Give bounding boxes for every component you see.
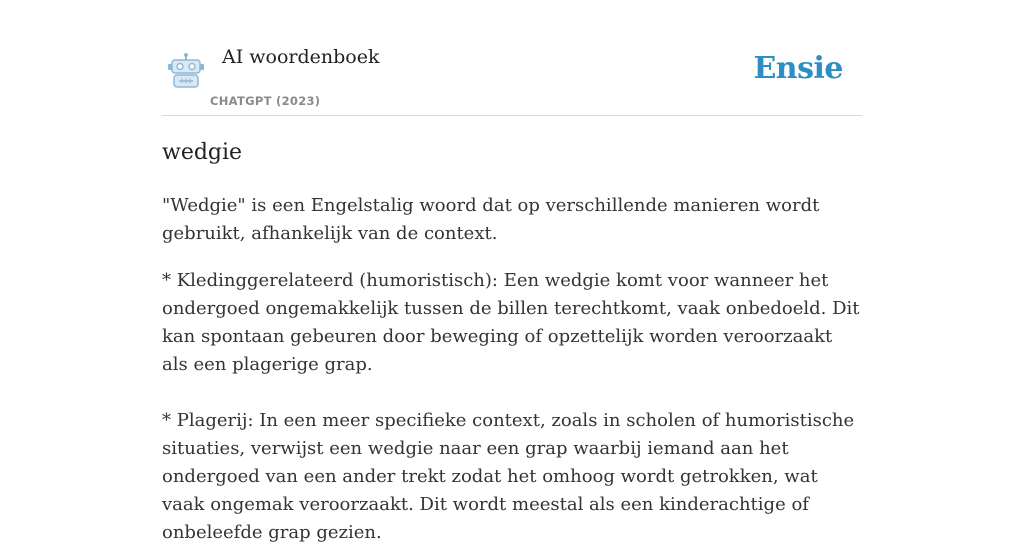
definition-paragraph: * Plagerij: In een meer specifieke context, zoals in scholen of humoristische situaties, verwijst een wedgie naar een grap waarbij iemand aan het ondergoed van een ander trekt zodat het omhoog wordt getrokken, wat vaak ongemak veroorzaakt. Dit wordt meestal als een kinderachtige of onbeleefde grap gezien. — [162, 410, 855, 543]
header — [162, 0, 862, 116]
dictionary-title[interactable]: AI woordenboek — [222, 46, 380, 68]
robot-icon — [166, 52, 206, 90]
entry-definition — [162, 192, 862, 547]
definition-paragraph: "Wedgie" is een Engelstalig woord dat op verschillende manieren wordt gebruikt, afhankelijk van de context. — [162, 195, 820, 244]
source-label: CHATGPT (2023) — [210, 94, 321, 108]
page-container — [162, 0, 862, 543]
brand-logo[interactable]: Ensie — [753, 51, 843, 86]
entry-term: wedgie — [162, 140, 243, 165]
definition-paragraph: * Kledinggerelateerd (humoristisch): Een wedgie komt voor wanneer het ondergoed ongemakkelijk tussen de billen terechtkomt, vaak onbedoeld. Dit kan spontaan gebeuren door beweging of opzettelijk worden veroorzaakt als een plagerige grap. — [162, 270, 860, 375]
